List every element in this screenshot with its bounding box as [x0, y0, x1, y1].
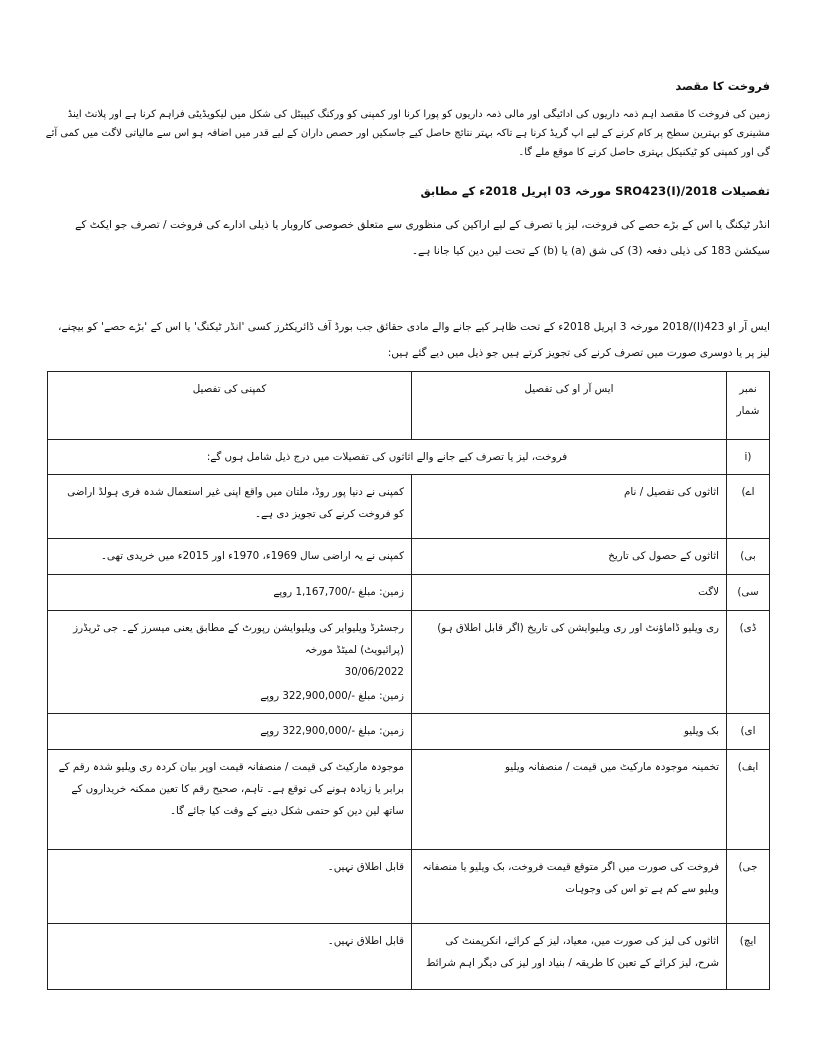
details-heading: تفصیلات SRO423(I)/2018 مورخہ 03 اپریل 2018ء کے مطابق	[420, 184, 770, 198]
table-row	[48, 714, 770, 750]
table-row	[48, 611, 770, 714]
row-label: بک ویلیو	[412, 714, 727, 750]
row-value: زمین: مبلغ -/322,900,000 روپے	[48, 714, 412, 750]
row-num: ای)	[727, 714, 770, 750]
table-row	[48, 924, 770, 990]
row-label: اثاثوں کی تفصیل / نام	[412, 475, 727, 539]
row-num: جی)	[727, 850, 770, 924]
group-text: فروخت، لیز یا تصرف کیے جانے والے اثاثوں کی تفصیلات میں درج ذیل شامل ہوں گے:	[48, 440, 727, 475]
row-value: کمپنی نے دنیا پور روڈ، ملتان میں واقع اپنی غیر استعمال شدہ فری ہولڈ اراضی کو فروخت کرنے کی تجویز دی ہے۔	[48, 475, 412, 539]
table-header-row	[48, 372, 770, 440]
row-value: کمپنی نے یہ اراضی سال 1969ء، 1970ء اور 2015ء میں خریدی تھی۔	[48, 539, 412, 575]
purpose-paragraph: زمین کی فروخت کا مقصد اہم ذمہ داریوں کی ادائیگی اور مالی ذمہ داریوں کو پورا کرنا اور کمپنی کو ورکنگ کیپیٹل کی شکل میں لیکویڈیٹی فراہم کرنا ہے اور پلانٹ اینڈ مشینری کو بہترین سطح پر کام کرنے کے لیے اپ گریڈ کرنا ہے تاکہ بہتر نتائج حاصل کیے جاسکیں اور حصص داران کے لیے قدر میں اضافہ ہو اس سے مالیاتی لاگت میں کمی آئے گی اور کمپنی کو ٹیکنیکل بہتری حاصل کرنے کا موقع ملے گا۔	[45, 109, 770, 158]
row-value: قابل اطلاق نہیں۔	[48, 850, 412, 924]
row-value-cell	[48, 611, 412, 714]
header-company: کمپنی کی تفصیل	[48, 372, 412, 440]
table-row	[48, 475, 770, 539]
section-title: فروخت کا مقصد	[675, 79, 770, 93]
table-row	[48, 850, 770, 924]
row-num: سی)	[727, 575, 770, 611]
row-label: فروخت کی صورت میں اگر متوقع قیمت فروخت، بک ویلیو یا منصفانہ ویلیو سے کم ہے تو اس کی وجوہات	[412, 850, 727, 924]
table-row	[48, 539, 770, 575]
valuation-date: 30/06/2022	[344, 666, 404, 678]
row-value: رجسٹرڈ ویلیوایر کی ویلیوایشن رپورٹ کے مطابق یعنی میسرز کے۔ جی ٹریڈرز (پرائیویٹ) لمیٹڈ مورخہ	[73, 622, 404, 656]
intro-paragraph-1: انڈر ٹیکنگ یا اس کے بڑے حصے کی فروخت، لیز یا تصرف کے لیے اراکین کی منظوری سے متعلق خصوصی کاروبار یا ذیلی ادارے کی فروخت / تصرف جو ایکٹ کے سیکشن 183 کی ذیلی دفعہ (3) کی شق (a) یا (b) کے تحت لین دین کیا جانا ہے۔	[75, 219, 770, 257]
row-value: موجودہ مارکیٹ کی قیمت / منصفانہ قیمت اوپر بیان کردہ ری ویلیو شدہ رقم کے برابر یا زیادہ ہونے کی توقع ہے۔ تاہم، صحیح رقم کا تعین ممکنہ خریداروں کے ساتھ لین دین کو حتمی شکل دینے کے وقت کیا جائے گا۔	[48, 750, 412, 850]
row-num: ایچ)	[727, 924, 770, 990]
row-value: قابل اطلاق نہیں۔	[48, 924, 412, 990]
row-label: اثاثوں کی لیز کی صورت میں، معیاد، لیز کے کرائے، انکریمنٹ کی شرح، لیز کرائے کے تعین کا طریقہ / بنیاد اور لیز کی دیگر اہم شرائط	[412, 924, 727, 990]
row-label: تخمینہ موجودہ مارکیٹ میں قیمت / منصفانہ ویلیو	[412, 750, 727, 850]
table-row	[48, 750, 770, 850]
row-value-2: زمین: مبلغ -/322,900,000 روپے	[260, 690, 404, 702]
row-num: ایف)	[727, 750, 770, 850]
row-value: زمین: مبلغ -/1,167,700 روپے	[48, 575, 412, 611]
row-label: اثاثوں کے حصول کی تاریخ	[412, 539, 727, 575]
header-num: نمبر شمار	[727, 372, 770, 440]
row-num: بی)	[727, 539, 770, 575]
table-row	[48, 575, 770, 611]
row-label: ری ویلیو ڈاماؤنٹ اور ری ویلیوایشن کی تاریخ (اگر قابل اطلاق ہو)	[412, 611, 727, 714]
row-label: لاگت	[412, 575, 727, 611]
details-table	[47, 371, 770, 990]
group-num: (i	[727, 440, 770, 475]
table-group-row	[48, 440, 770, 475]
row-num: اے)	[727, 475, 770, 539]
row-num: ڈی)	[727, 611, 770, 714]
header-sro: ایس آر او کی تفصیل	[412, 372, 727, 440]
intro-paragraph-2: ایس آر او 423(I)/2018 مورخہ 3 اپریل 2018ء کے تحت ظاہر کیے جانے والے مادی حقائق جب بورڈ آف ڈائریکٹرز کسی 'انڈر ٹیکنگ' یا اس کے 'بڑے حصے' کو بیچنے، لیز پر یا دوسری صورت میں تصرف کرنے کی تجویز کرتے ہیں جو ذیل میں دیے گئے ہیں:	[58, 321, 770, 359]
